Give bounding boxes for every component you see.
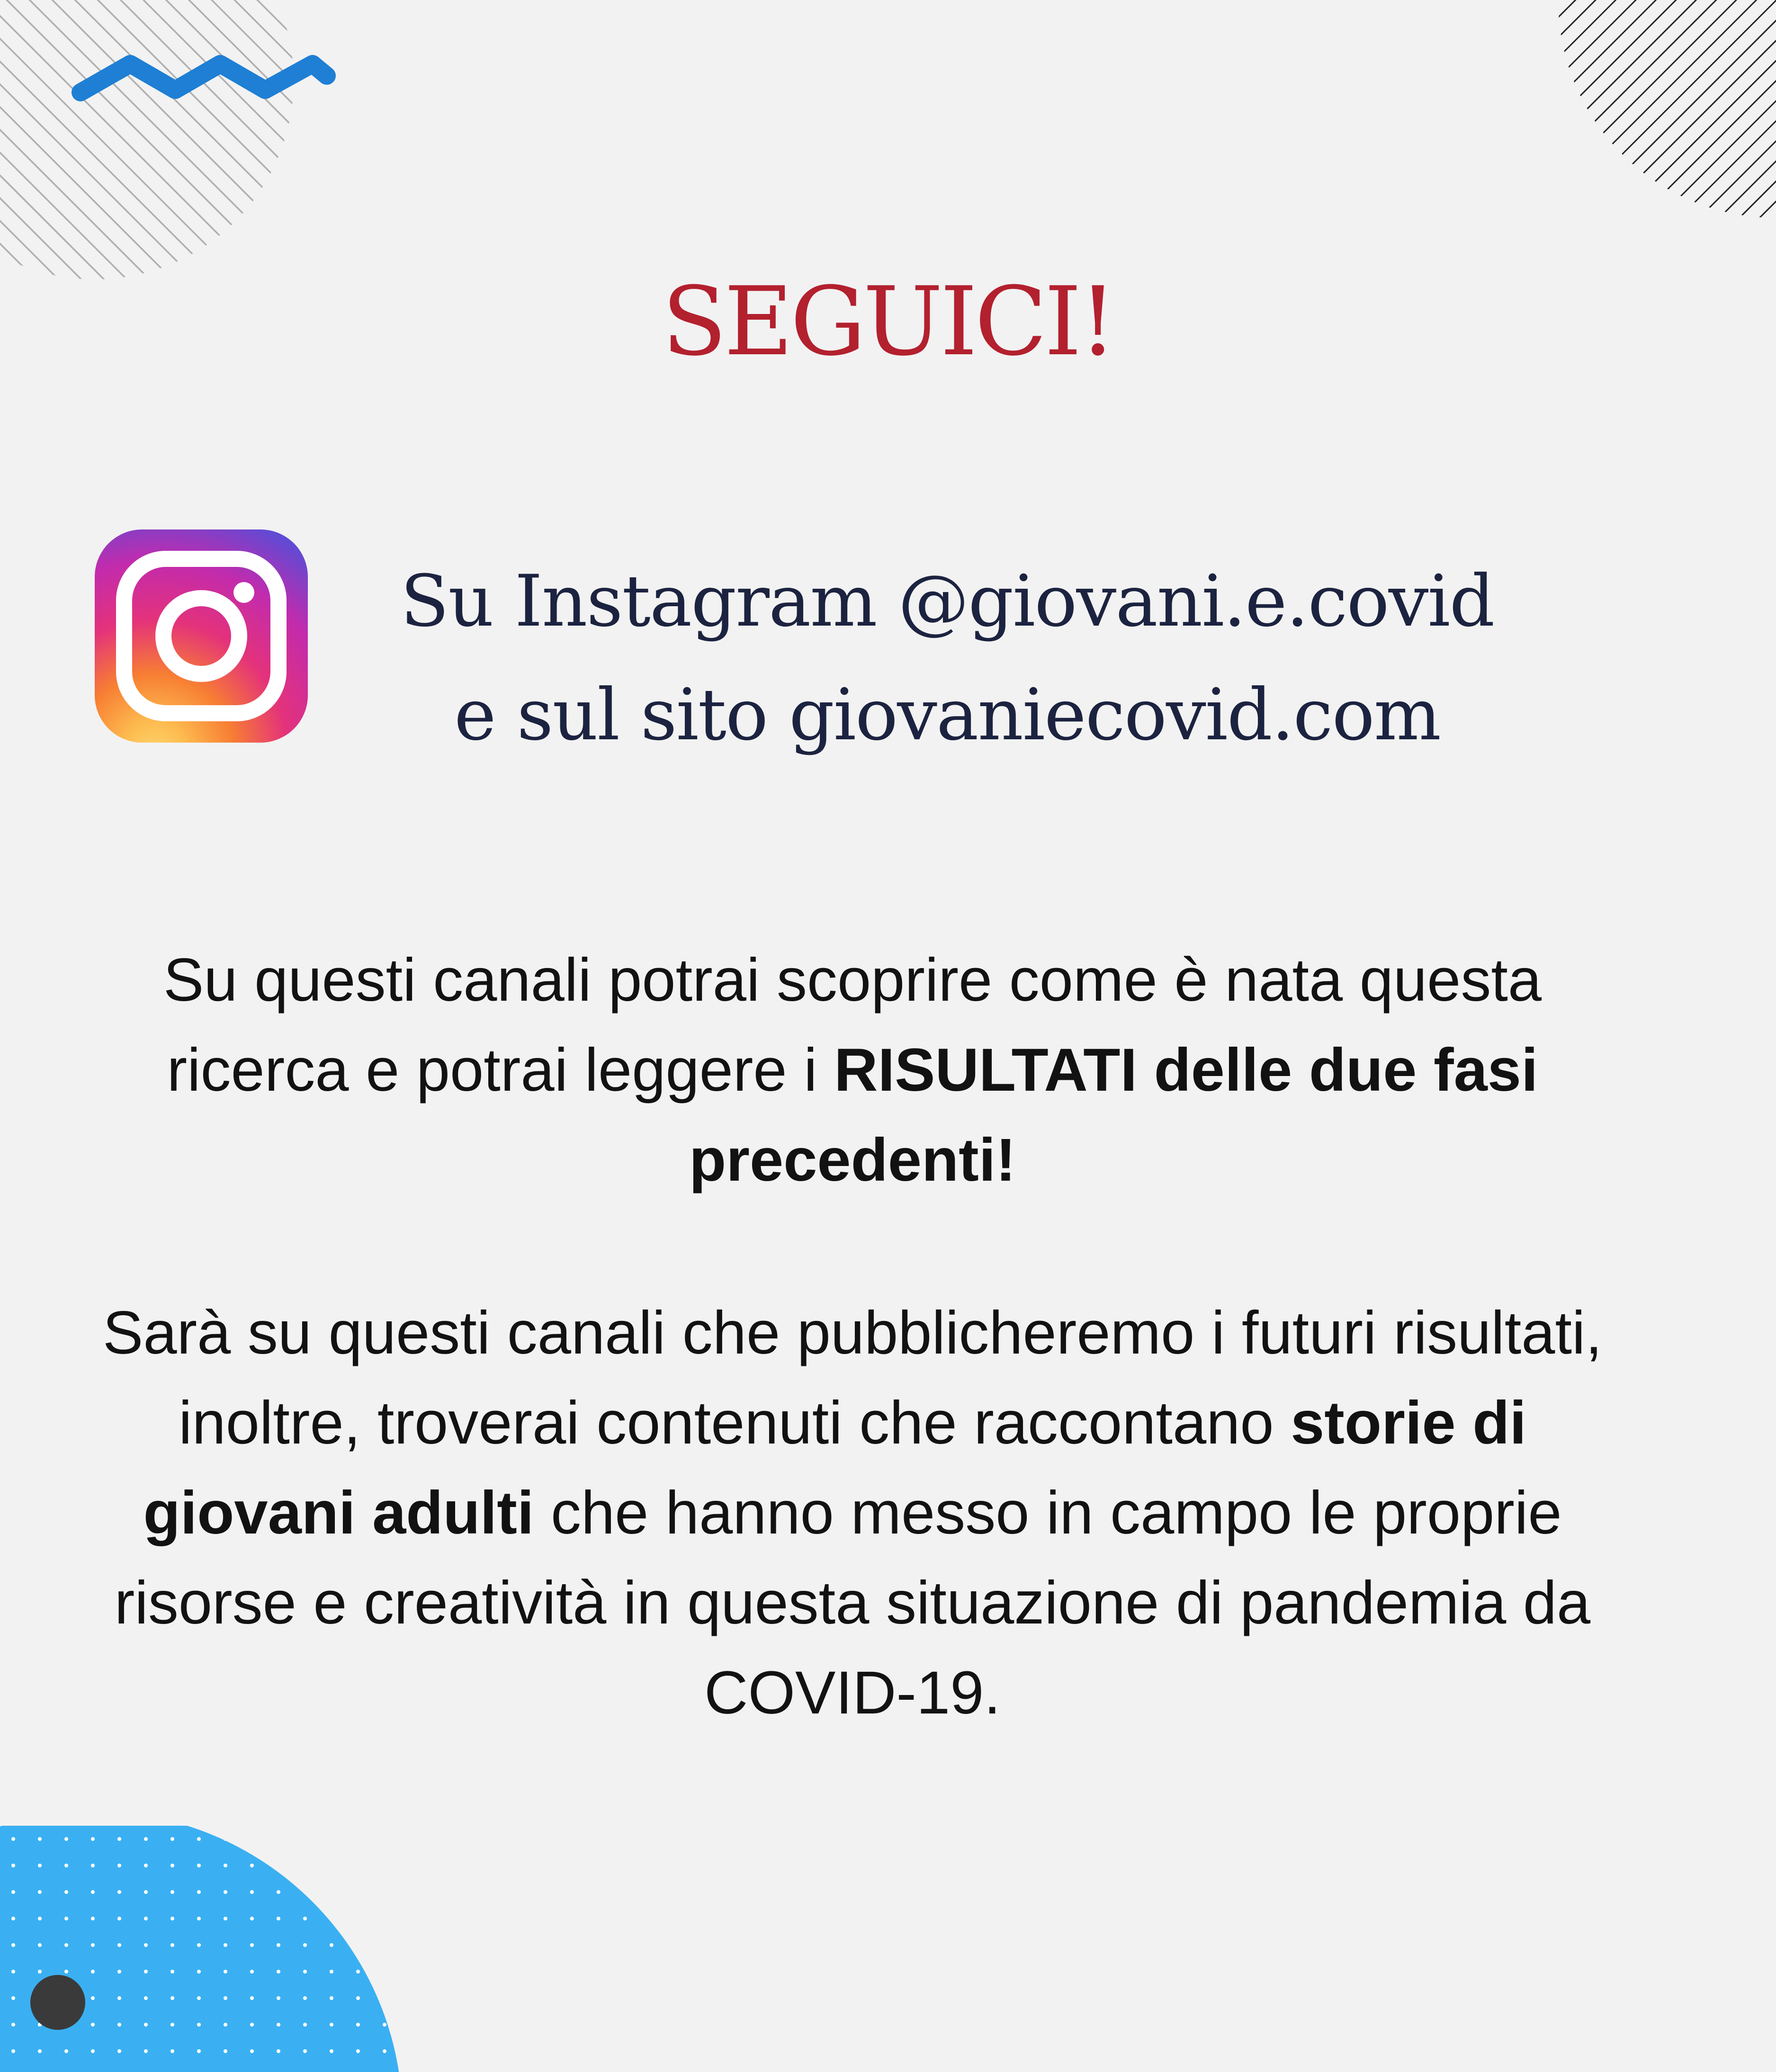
paragraph1-line2 [47, 1025, 1658, 1115]
page-title: SEGUICI! [662, 267, 1114, 377]
paragraph1-line2-bold: RISULTATI delle due fasi [834, 1036, 1538, 1104]
paragraph-future-content [47, 1288, 1658, 1738]
decorative-zigzag-line [66, 47, 336, 109]
paragraph2-line3-bold: giovani adulti [143, 1479, 534, 1547]
instagram-handle-text[interactable]: Su Instagram @giovani.e.covid [400, 560, 1494, 643]
paragraph2-line2 [47, 1378, 1658, 1468]
paragraph2-line1: Sarà su questi canali che pubblicheremo i futuri risultati, [102, 1299, 1603, 1367]
paragraph2-line2-bold: storie di [1291, 1389, 1526, 1457]
paragraph2-line4: risorse e creatività in questa situazione di pandemia da [114, 1569, 1591, 1637]
paragraph2-line3-normal: che hanno messo in campo le proprie [534, 1479, 1562, 1547]
paragraph2-line5: COVID-19. [704, 1659, 1001, 1727]
paragraph-results [47, 935, 1658, 1205]
decorative-dotted-circle-bottom-left [0, 1826, 474, 2072]
decorative-striped-circle-top-right [1454, 0, 1776, 227]
paragraph1-line3-bold: precedenti! [689, 1126, 1016, 1194]
paragraph1-line2-normal: ricerca e potrai leggere i [167, 1036, 834, 1104]
decorative-striped-circle-top-left [0, 0, 294, 294]
paragraph2-line2-normal: inoltre, troverai contenuti che raccontano [179, 1389, 1291, 1457]
website-text[interactable]: e sul sito giovaniecovid.com [454, 674, 1440, 756]
social-links-text [332, 545, 1563, 772]
paragraph2-line3 [47, 1468, 1658, 1558]
instagram-icon[interactable] [95, 529, 308, 743]
paragraph1-line3 [47, 1115, 1658, 1205]
paragraph1-line1: Su questi canali potrai scoprire come è nata questa [163, 946, 1542, 1014]
